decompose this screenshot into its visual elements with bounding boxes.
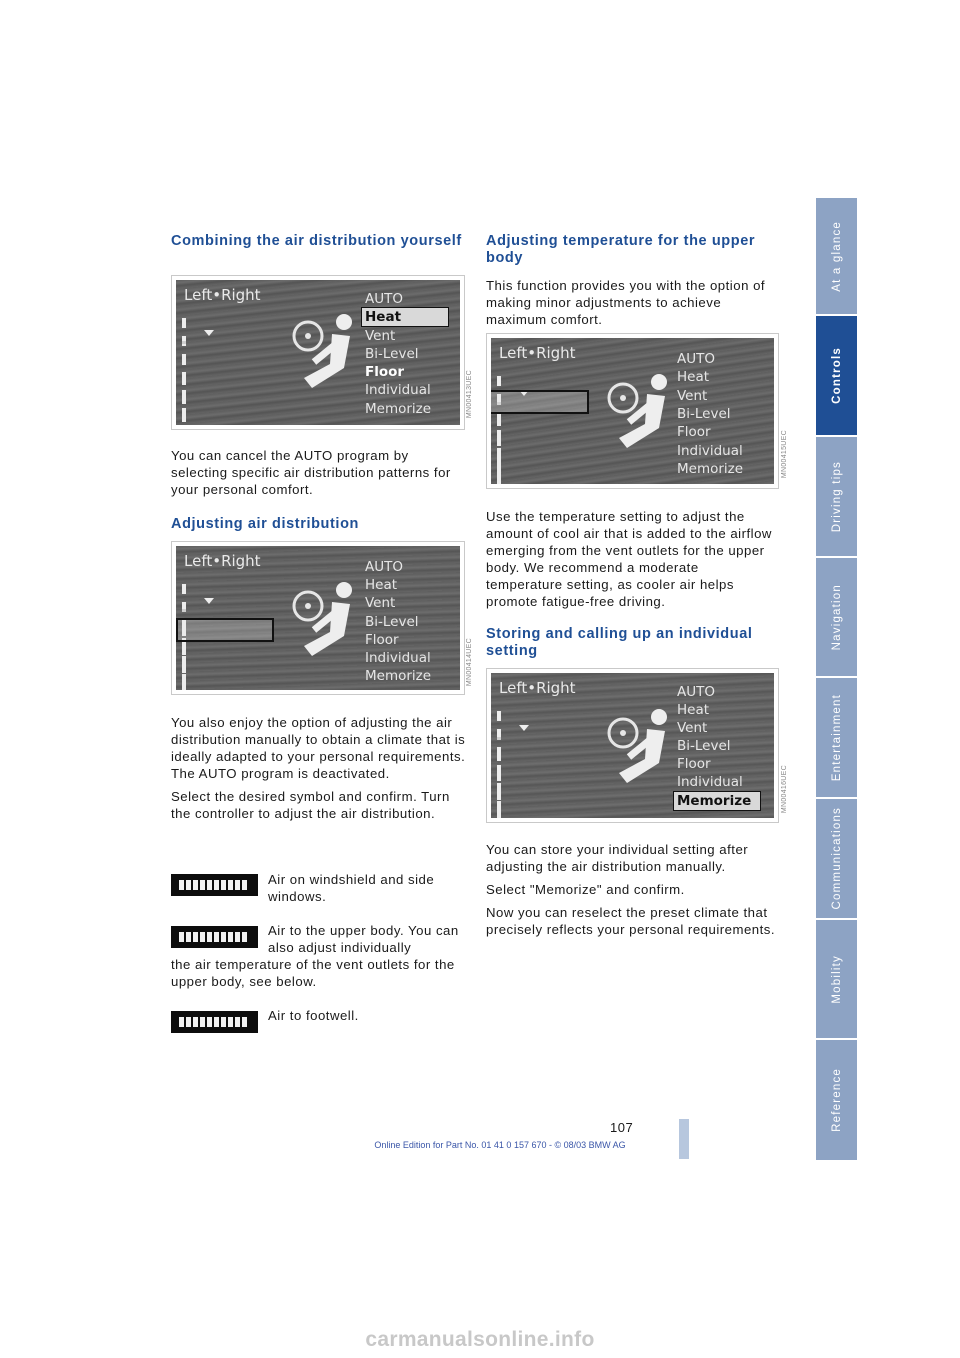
figure-code: MN00414UEC — [466, 638, 473, 687]
menu-memorize-selected[interactable]: Memorize — [674, 792, 760, 810]
menu-individual[interactable]: Individual — [365, 382, 431, 398]
paragraph-cancel-auto: You can cancel the AUTO program by selecting specific air distribution patterns for your personal comfort. — [171, 448, 451, 497]
page-number: 107 — [610, 1120, 634, 1135]
menu-vent[interactable]: Vent — [365, 328, 396, 344]
seat-icon — [599, 368, 679, 458]
menu-auto[interactable]: AUTO — [677, 351, 715, 367]
screen-header: Left•Right — [499, 344, 576, 362]
menu-heat[interactable]: Heat — [365, 577, 398, 593]
menu-floor[interactable]: Floor — [365, 364, 405, 380]
item-footwell: Air to footwell. — [268, 1008, 359, 1023]
tab-reference[interactable]: Reference — [816, 1040, 857, 1160]
figure-code: MN00416UEC — [781, 765, 788, 814]
item-windshield: Air on windshield and side windows. — [268, 872, 435, 904]
menu-floor[interactable]: Floor — [677, 424, 711, 440]
footer-edition: Online Edition for Part No. 01 41 0 157 670 - © 08/03 BMW AG — [374, 1140, 626, 1150]
menu-memorize[interactable]: Memorize — [677, 461, 744, 477]
menu-auto[interactable]: AUTO — [365, 291, 403, 307]
menu-individual[interactable]: Individual — [677, 443, 743, 459]
screen-header: Left•Right — [184, 286, 261, 304]
figure-code: MN00415UEC — [781, 430, 788, 479]
screen-header: Left•Right — [184, 552, 261, 570]
climate-screen-2 — [171, 541, 465, 695]
paragraph-temp-setting: Use the temperature setting to adjust the amount of cool air that is added to the airflow emerging from the vent outlets for the upper body. We recommend a moderate temperature setting, as cooler air helps promote fatigue-free driving. — [486, 509, 772, 609]
paragraph-reselect: Now you can reselect the preset climate that precisely reflects your personal requirements. — [486, 905, 776, 937]
menu-vent[interactable]: Vent — [677, 388, 708, 404]
menu-memorize[interactable]: Memorize — [365, 668, 432, 684]
climate-screen-1 — [171, 275, 465, 430]
menu-memorize[interactable]: Memorize — [365, 401, 432, 417]
menu-vent[interactable]: Vent — [365, 595, 396, 611]
section-heading-adjusting-air: Adjusting air distribution — [171, 516, 359, 532]
seat-icon — [284, 574, 364, 664]
menu-floor[interactable]: Floor — [365, 632, 399, 648]
page-marker — [679, 1119, 689, 1159]
menu-individual[interactable]: Individual — [365, 650, 431, 666]
menu-heat-selected[interactable]: Heat — [362, 308, 448, 326]
menu-floor[interactable]: Floor — [677, 756, 711, 772]
seat-icon — [284, 308, 364, 398]
tab-driving-tips[interactable]: Driving tips — [816, 437, 857, 556]
menu-individual[interactable]: Individual — [677, 774, 743, 790]
paragraph-manual: You also enjoy the option of adjusting the air distribution manually to obtain a climate that is ideally adapted to your personal requirements. The AUTO program is deactivated. — [171, 715, 466, 781]
menu-bilevel[interactable]: Bi-Level — [677, 738, 731, 754]
menu-bilevel[interactable]: Bi-Level — [677, 406, 731, 422]
watermark: carmanualsonline.info — [365, 1328, 595, 1351]
item-upper-body: Air to the upper body. You can also adjust individually — [268, 923, 459, 955]
tab-at-a-glance[interactable]: At a glance — [816, 198, 857, 314]
figure-code: MN00413UEC — [466, 370, 473, 419]
paragraph-select-memorize: Select "Memorize" and confirm. — [486, 882, 685, 897]
tab-mobility[interactable]: Mobility — [816, 920, 857, 1038]
paragraph-function: This function provides you with the option of making minor adjustments to achieve maximum comfort. — [486, 278, 766, 327]
climate-screen-4 — [486, 668, 779, 823]
menu-auto[interactable]: AUTO — [677, 684, 715, 700]
menu-heat[interactable]: Heat — [677, 369, 710, 385]
item-upper-body-cont: the air temperature of the vent outlets for the upper body, see below. — [171, 957, 455, 989]
tab-controls[interactable]: Controls — [816, 316, 857, 435]
section-heading-upper-body-temp: Adjusting temperature for the upper body — [486, 233, 756, 266]
tab-entertainment[interactable]: Entertainment — [816, 678, 857, 797]
tab-communications[interactable]: Communications — [816, 799, 857, 918]
paragraph-store: You can store your individual setting after adjusting the air distribution manually. — [486, 842, 749, 874]
menu-bilevel[interactable]: Bi-Level — [365, 614, 419, 630]
screen-header: Left•Right — [499, 679, 576, 697]
paragraph-select: Select the desired symbol and confirm. Turn the controller to adjust the air distribution. — [171, 789, 450, 821]
footwell-air-icon — [171, 1011, 258, 1033]
section-heading-storing: Storing and calling up an individual setting — [486, 626, 753, 659]
section-heading-combining: Combining the air distribution yourself — [171, 233, 462, 249]
menu-vent[interactable]: Vent — [677, 720, 708, 736]
menu-auto[interactable]: AUTO — [365, 559, 403, 575]
menu-heat[interactable]: Heat — [677, 702, 710, 718]
upper-body-air-icon — [171, 926, 258, 948]
climate-screen-3 — [486, 333, 779, 489]
seat-icon — [599, 703, 679, 793]
menu-bilevel[interactable]: Bi-Level — [365, 346, 419, 362]
tab-navigation[interactable]: Navigation — [816, 558, 857, 676]
windshield-air-icon — [171, 874, 258, 896]
